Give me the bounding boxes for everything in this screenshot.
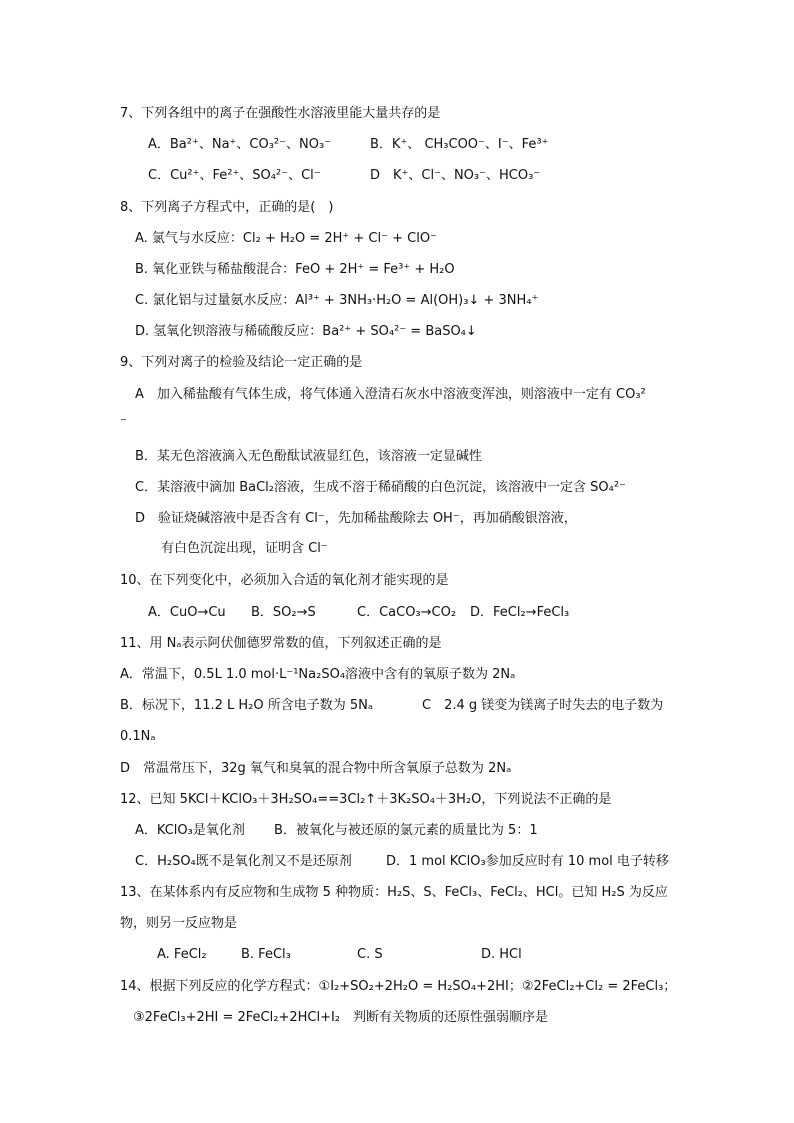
q7-stem: 7、下列各组中的离子在强酸性水溶液里能大量共存的是 bbox=[120, 106, 441, 121]
q9-option-c: C．某溶液中滴加 BaCl₂溶液，生成不溶于稀硝酸的白色沉淀，该溶液中一定含 SO₄²⁻ bbox=[135, 480, 626, 495]
q7-option-a: A．Ba²⁺、Na⁺、CO₃²⁻、NO₃⁻ bbox=[148, 137, 332, 152]
q12-option-c: C．H₂SO₄既不是氧化剂又不是还原剂 bbox=[135, 854, 352, 869]
q10-option-c: C．CaCO₃→CO₂ bbox=[357, 605, 457, 620]
q13-option-b: B. FeCl₃ bbox=[241, 947, 291, 962]
q13-stem-cont: 物，则另一反应物是 bbox=[120, 916, 238, 931]
q14-stem-cont: ③2FeCl₃+2HI = 2FeCl₂+2HCl+I₂ 判断有关物质的还原性强弱顺序是 bbox=[133, 1010, 549, 1025]
q11-stem: 11、用 Nₐ表示阿伏伽德罗常数的值，下列叙述正确的是 bbox=[120, 636, 442, 651]
q8-option-c: C. 氯化铝与过量氨水反应：Al³⁺ + 3NH₃·H₂O = Al(OH)₃↓ + 3NH₄⁺ bbox=[135, 293, 539, 308]
q7-option-b: B．K⁺、 CH₃COO⁻、I⁻、Fe³⁺ bbox=[370, 137, 549, 152]
q13-option-c: C. S bbox=[357, 947, 383, 962]
q11-option-d: D 常温常压下，32g 氧气和臭氧的混合物中所含氧原子总数为 2Nₐ bbox=[120, 761, 512, 776]
q11-option-c: C 2.4 g 镁变为镁离子时失去的电子数为 bbox=[422, 698, 664, 713]
q8-stem: 8、下列离子方程式中，正确的是( ) bbox=[120, 200, 334, 215]
q9-option-a-wrap: ⁻ bbox=[120, 415, 127, 430]
q11-option-b: B．标况下，11.2 L H₂O 所含电子数为 5Nₐ bbox=[120, 698, 373, 713]
q13-option-a: A. FeCl₂ bbox=[157, 947, 207, 962]
q11-option-c-cont: 0.1Nₐ bbox=[120, 729, 156, 744]
q10-option-d: D．FeCl₂→FeCl₃ bbox=[470, 605, 570, 620]
q9-option-a: A 加入稀盐酸有气体生成，将气体通入澄清石灰水中溶液变浑浊，则溶液中一定有 CO₃² bbox=[135, 387, 646, 402]
q11-option-a: A．常温下，0.5L 1.0 mol·L⁻¹Na₂SO₄溶液中含有的氧原子数为 2Nₐ bbox=[120, 667, 516, 682]
q14-stem: 14、根据下列反应的化学方程式：①I₂+SO₂+2H₂O = H₂SO₄+2HI；②2FeCl₂+Cl₂ = 2FeCl₃； bbox=[120, 979, 677, 994]
q12-option-d: D．1 mol KClO₃参加反应时有 10 mol 电子转移 bbox=[386, 854, 669, 869]
q13-option-d: D. HCl bbox=[481, 947, 522, 962]
q8-option-d: D. 氢氧化钡溶液与稀硫酸反应：Ba²⁺ + SO₄²⁻ = BaSO₄↓ bbox=[135, 324, 477, 339]
q10-option-b: B．SO₂→S bbox=[251, 605, 316, 620]
q9-option-b: B．某无色溶液滴入无色酚酞试液显红色，该溶液一定显碱性 bbox=[135, 449, 482, 464]
q7-option-d: D K⁺、Cl⁻、NO₃⁻、HCO₃⁻ bbox=[370, 168, 541, 183]
q10-option-a: A．CuO→Cu bbox=[148, 605, 226, 620]
q9-option-d-cont: 有白色沉淀出现，证明含 Cl⁻ bbox=[161, 541, 328, 556]
q9-stem: 9、下列对离子的检验及结论一定正确的是 bbox=[120, 355, 363, 370]
q12-option-a: A．KClO₃是氧化剂 bbox=[135, 823, 245, 838]
q8-option-b: B. 氧化亚铁与稀盐酸混合：FeO + 2H⁺ = Fe³⁺ + H₂O bbox=[135, 262, 455, 277]
q8-option-a: A. 氯气与水反应：Cl₂ + H₂O = 2H⁺ + Cl⁻ + ClO⁻ bbox=[135, 231, 437, 246]
q12-stem: 12、已知 5KCl＋KClO₃＋3H₂SO₄==3Cl₂↑＋3K₂SO₄＋3H₂O，下列说法不正确的是 bbox=[120, 792, 612, 807]
q9-option-d: D 验证烧碱溶液中是否含有 Cl⁻，先加稀盐酸除去 OH⁻，再加硝酸银溶液， bbox=[135, 511, 577, 526]
q7-option-c: C．Cu²⁺、Fe²⁺、SO₄²⁻、Cl⁻ bbox=[148, 168, 321, 183]
q12-option-b: B．被氧化与被还原的氯元素的质量比为 5：1 bbox=[274, 823, 538, 838]
q10-stem: 10、在下列变化中，必须加入合适的氧化剂才能实现的是 bbox=[120, 573, 449, 588]
q13-stem: 13、在某体系内有反应物和生成物 5 种物质：H₂S、S、FeCl₃、FeCl₂、HCl。已知 H₂S 为反应 bbox=[120, 885, 668, 900]
